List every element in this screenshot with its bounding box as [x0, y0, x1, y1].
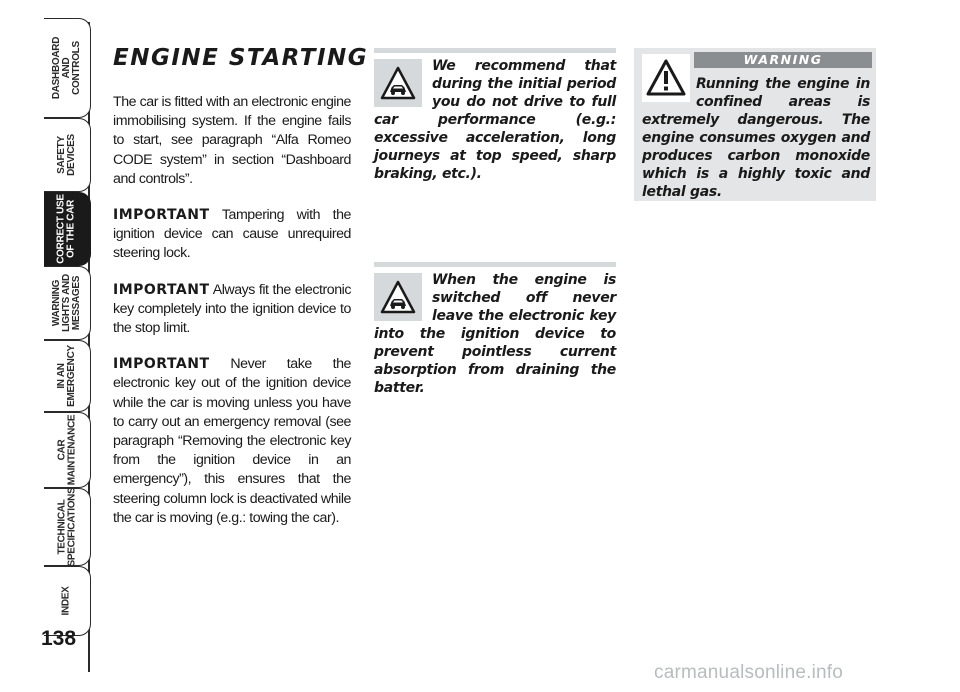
tab-correct-use-of-the-car[interactable]	[44, 192, 91, 266]
tab-label: CAR MAINTENANCE	[56, 414, 77, 486]
note-text: When the engine is switched off never leave the electronic key into the ignition device to prevent pointless current absorption from draining the batter.	[374, 272, 616, 396]
note-recommendation	[374, 48, 616, 183]
important-text: Always fit the electronic key completely into the ignition device to the stop limit.	[113, 281, 351, 337]
tab-in-an-emergency[interactable]	[44, 340, 91, 412]
note-key-removal	[374, 262, 616, 397]
important-paragraph	[113, 355, 351, 528]
tab-label: SAFETY DEVICES	[56, 134, 77, 176]
main-text-column	[113, 93, 351, 545]
tab-label: WARNING LIGHTS AND MESSAGES	[51, 274, 82, 332]
page-number: 138	[41, 627, 77, 650]
warning-text-block	[642, 75, 870, 201]
warning-box	[634, 48, 876, 201]
tab-warning-lights-and-messages[interactable]	[44, 266, 91, 340]
intro-paragraph: The car is fitted with an electronic engine immobilising system. If the engine fails to start, see paragraph “Alfa Romeo CODE system” in section “Dashboard and controls”.	[113, 94, 351, 187]
car-in-triangle-icon	[374, 59, 422, 107]
important-text: Never take the electronic key out of the ignition device while the car is moving unless you have to carry out an emergency removal (see paragraph “Removing the electronic key from the ignition device in an emergency”), this ensures that the steering column lock is deactivated while the car is moving (e.g.: towing the car).	[113, 356, 351, 526]
important-text: Tampering with the ignition device can cause unrequired steering lock.	[113, 207, 351, 262]
tab-index[interactable]	[44, 566, 91, 636]
note-text: We recommend that during the initial period you do not drive to full car performance (e.g.: excessive acceleration, long journeys at top speed, sharp braking, etc.).	[374, 58, 616, 182]
tab-label: CORRECT USE OF THE CAR	[56, 194, 78, 264]
important-paragraph	[113, 206, 351, 264]
tab-label: DASHBOARD AND CONTROLS	[51, 36, 82, 100]
important-label: IMPORTANT	[113, 207, 210, 224]
warning-text: Running the engine in confined areas is extremely dangerous. The engine consumes oxygen and produces carbon monoxide which is a highly toxic and lethal gas.	[642, 76, 870, 200]
important-label: IMPORTANT	[113, 356, 210, 373]
warning-label: WARNING	[694, 52, 872, 68]
important-paragraph	[113, 281, 351, 339]
tab-technical-specifications[interactable]	[44, 488, 91, 566]
page-title: ENGINE STARTING	[113, 45, 369, 71]
tab-label: IN AN EMERGENCY	[56, 345, 78, 407]
tab-dashboard-and-controls[interactable]	[44, 18, 91, 118]
important-label: IMPORTANT	[113, 281, 210, 298]
tab-label: TECHNICAL SPECIFICATIONS	[56, 487, 77, 567]
car-in-triangle-icon	[374, 273, 422, 321]
watermark: carmanualsonline.info	[654, 662, 844, 683]
tab-label: INDEX	[61, 586, 72, 616]
tab-car-maintenance[interactable]	[44, 412, 91, 488]
tab-safety-devices[interactable]	[44, 118, 91, 192]
